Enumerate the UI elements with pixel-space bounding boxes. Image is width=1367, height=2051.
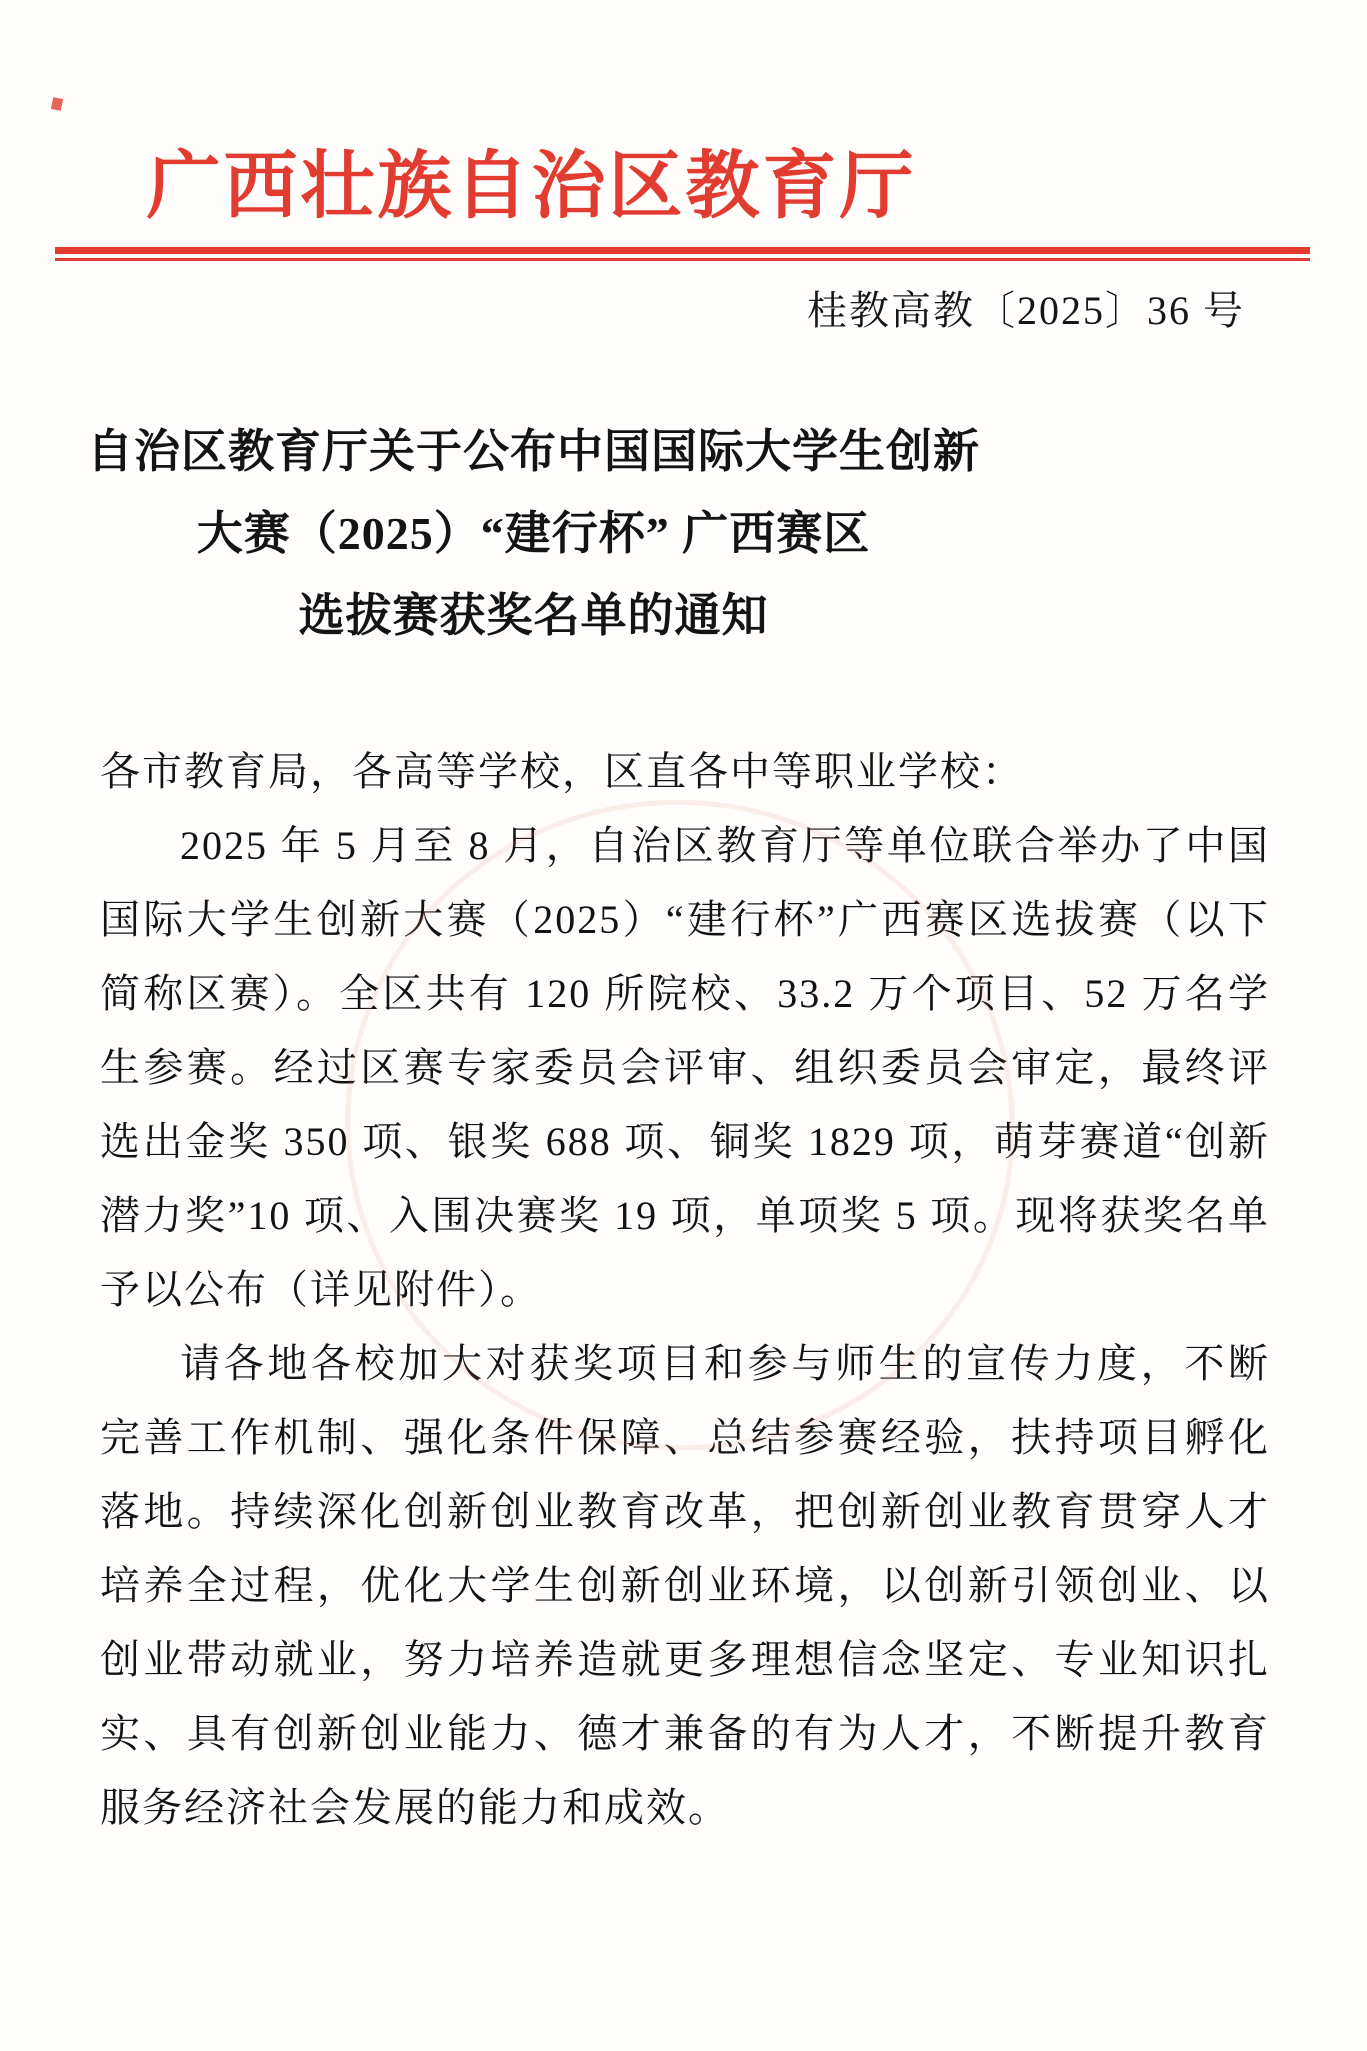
red-divider-line (55, 247, 1310, 261)
document-title (0, 411, 1217, 657)
document-number: 桂教高教〔2025〕36 号 (807, 287, 1245, 333)
document-title-line-3: 选拔赛获奖名单的通知 (298, 589, 769, 641)
document-body (100, 735, 1270, 1845)
document-title-line-1: 自治区教育厅关于公布中国国际大学生创新 (87, 425, 980, 477)
body-paragraph-2: 请各地各校加大对获奖项目和参与师生的宣传力度，不断完善工作机制、强化条件保障、总结参赛经验，扶持项目孵化落地。持续深化创新创业教育改革，把创新创业教育贯穿人才培养全过程，优化大学生创新创业环境，以创新引领创业、以创业带动就业，努力培养造就更多理想信念坚定、专业知识扎实、具有创新创业能力、德才兼备的有为人才，不断提升教育服务经济社会发展的能力和成效。 (100, 1340, 1270, 1830)
agency-header-title: 广西壮族自治区教育厅 (146, 146, 917, 228)
red-divider-thin-bar (55, 258, 1310, 261)
red-divider-thick-bar (55, 247, 1310, 254)
document-title-line-2: 大赛（2025）“建行杯” 广西赛区 (196, 507, 871, 559)
salutation-line: 各市教育局，各高等学校，区直各中等职业学校： (100, 748, 1024, 794)
scan-artifact-mark (51, 97, 63, 111)
body-paragraph-1: 2025 年 5 月至 8 月，自治区教育厅等单位联合举办了中国国际大学生创新大赛（2025）“建行杯”广西赛区选拔赛（以下简称区赛）。全区共有 120 所院校、33.2 万个项目、52 万名学生参赛。经过区赛专家委员会评审、组织委员会审定，最终评选出金奖 350 项、银奖 688 项、铜奖 1829 项，萌芽赛道“创新潜力奖”10 项、入围决赛奖 19 项，单项奖 5 项。现将获奖名单予以公布（详见附件）。 (100, 822, 1270, 1312)
